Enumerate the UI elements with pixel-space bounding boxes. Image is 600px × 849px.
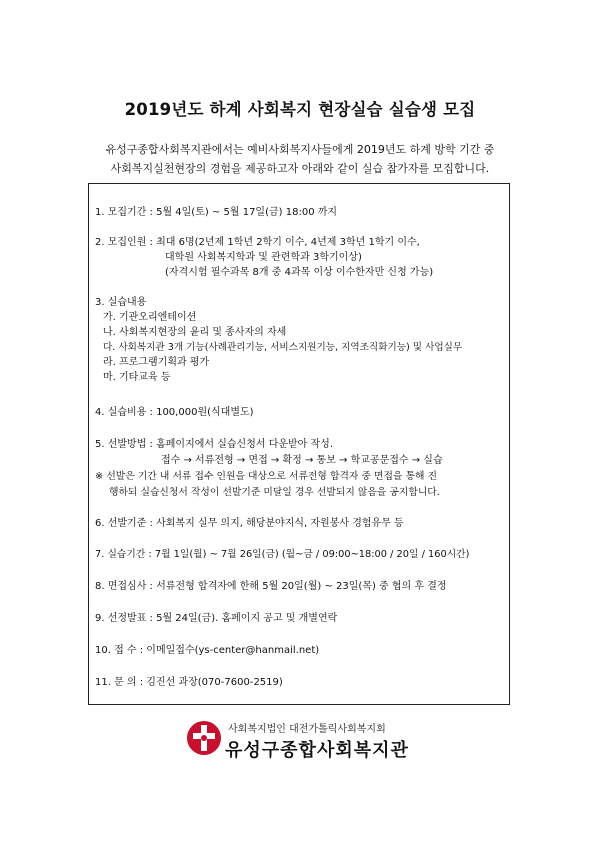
item-recruit-2: 대학원 사회복지학과 및 관련학과 3학기이상) (165, 252, 362, 263)
item-content-d: 라. 프로그램기획과 평가 (103, 357, 210, 368)
item-recruit: 2. 모집인원 : 최대 6명(2년제 1학년 2학기 이수, 4년제 3학년 1학기 이수, (95, 237, 420, 248)
item-content-e: 마. 기타교육 등 (103, 372, 171, 383)
item-content-c: 다. 사회복지관 3개 기능(사례관리기능, 서비스지원기능, 지역조직화기능) 및 사업실무 (103, 342, 463, 353)
item-content-a: 가. 기관오리엔테이션 (103, 312, 197, 323)
item-period: 1. 모집기간 : 5월 4일(토) ~ 5월 17일(금) 18:00 까지 (95, 207, 338, 218)
item-inquiry: 11. 문 의 : 김진선 과장(070-7600-2519) (95, 677, 283, 688)
item-content-b: 나. 사회복지현장의 윤리 및 종사자의 자세 (103, 327, 287, 338)
item-interview: 8. 면접심사 : 서류전형 합격자에 한해 5월 20일(월) ~ 23일(목) 중 협의 후 결정 (95, 581, 447, 592)
intro-line-1: 유성구종합사회복지관에서는 예비사회복지사들에게 2019년도 하계 방학 기간 중 (105, 143, 495, 156)
item-note-2: 행하되 실습신청서 작성이 선발기준 미달일 경우 선발되지 않음을 공지합니다. (109, 487, 440, 498)
item-content: 3. 실습내용 (95, 297, 147, 308)
cross-logo-icon (186, 720, 222, 756)
intro-line-2: 사회복지실천현장의 경험을 제공하고자 아래와 같이 실습 참가자를 모집합니다. (110, 162, 490, 175)
item-announce: 9. 선정발표 : 5월 24일(금). 홈페이지 공고 및 개별연락 (95, 613, 338, 624)
item-method: 5. 선발방법 : 홈페이지에서 실습신청서 다운받아 작성. (95, 439, 334, 450)
item-recruit-3: (자격시험 필수과목 8개 중 4과목 이상 이수한자만 신청 가능) (165, 267, 434, 278)
page-title: 2019년도 하계 사회복지 현장실습 실습생 모집 (124, 100, 476, 119)
intro-text (60, 140, 540, 178)
item-cost: 4. 실습비용 : 100,000원(식대별도) (95, 407, 254, 418)
item-apply: 10. 접 수 : 이메일접수(ys-center@hanmail.net) (95, 645, 320, 656)
footer-center-name: 유성구종합사회복지관 (225, 740, 409, 761)
item-method-flow: 접수 → 서류전형 → 면접 → 확정 → 통보 → 학교공문접수 → 실습 (161, 455, 443, 466)
details-box (88, 183, 510, 705)
item-note-1: ※ 선발은 기간 내 서류 접수 인원을 대상으로 서류전형 합격자 중 면접을 통해 진 (95, 471, 438, 482)
item-criteria: 6. 선발기준 : 사회복지 실무 의지, 해당분야지식, 자원봉사 경험유무 등 (95, 518, 404, 529)
footer-organization: 사회복지법인 대전가톨릭사회복지회 (228, 724, 386, 735)
item-duration: 7. 실습기간 : 7월 1일(월) ~ 7월 26일(금) (월~금 / 09:00~18:00 / 20일 / 160시간) (95, 549, 470, 560)
